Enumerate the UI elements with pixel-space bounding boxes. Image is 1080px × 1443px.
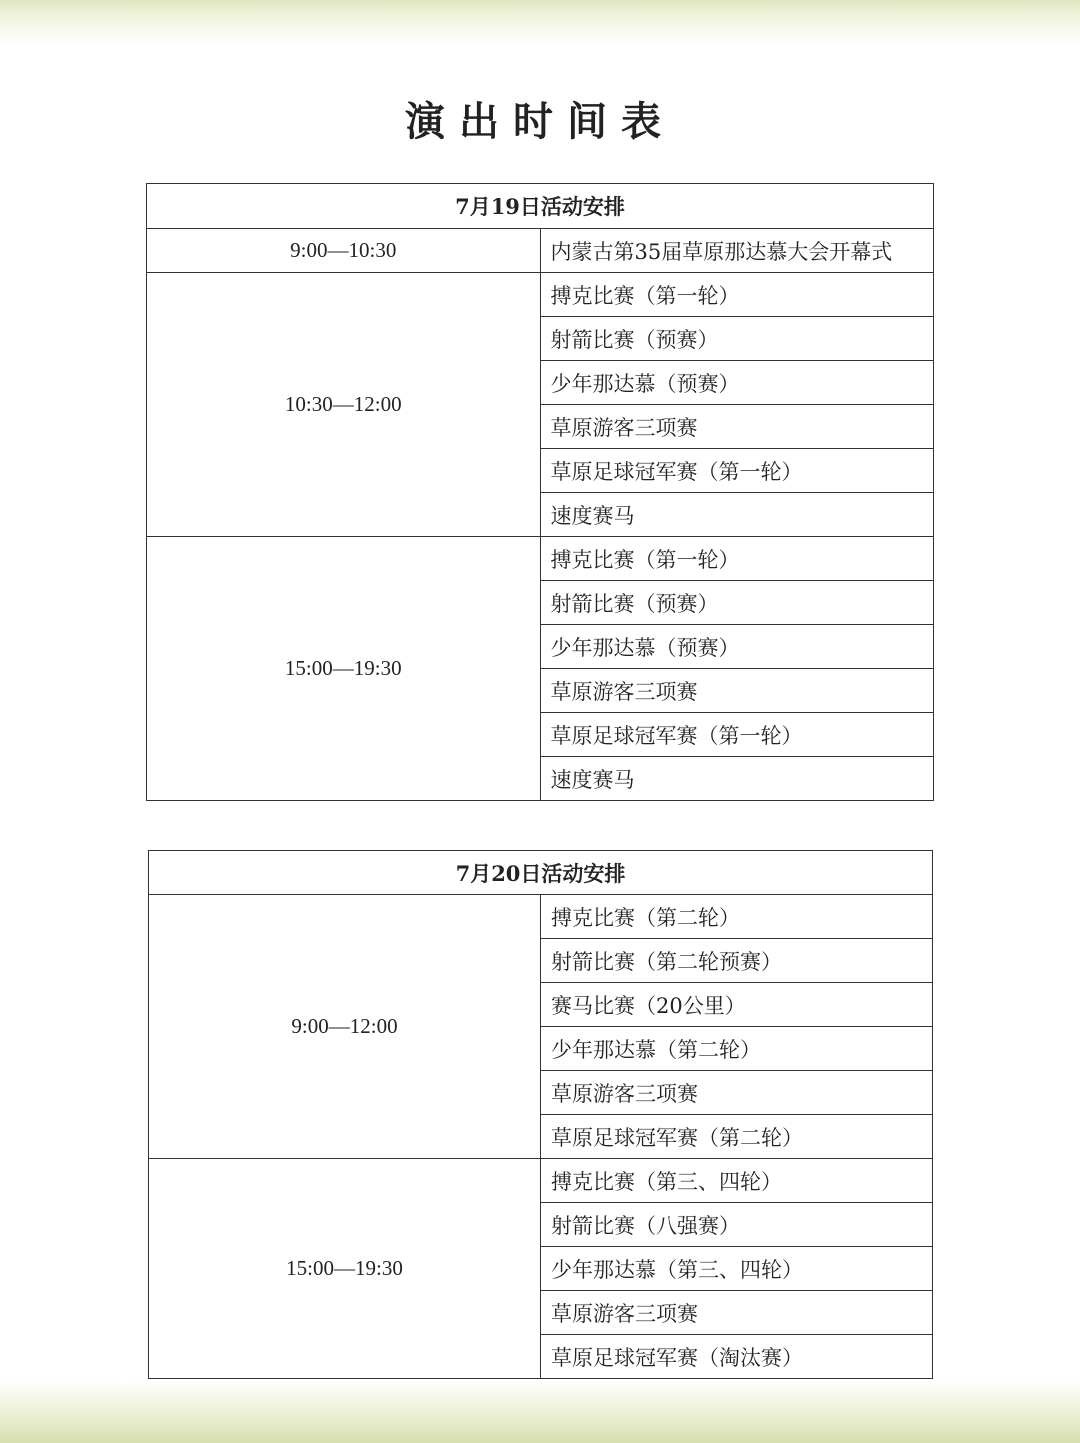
event-cell: 内蒙古第35届草原那达慕大会开幕式 xyxy=(540,229,934,273)
schedule-table-day2 xyxy=(148,850,933,1379)
event-cell: 射箭比赛（预赛） xyxy=(540,317,934,361)
time-slot: 10:30—12:00 xyxy=(147,273,541,537)
event-cell: 少年那达慕（预赛） xyxy=(540,625,934,669)
event-cell: 速度赛马 xyxy=(540,493,934,537)
event-cell: 射箭比赛（第二轮预赛） xyxy=(541,939,933,983)
event-cell: 少年那达慕（预赛） xyxy=(540,361,934,405)
top-decor-band xyxy=(0,0,1080,48)
time-slot: 9:00—10:30 xyxy=(147,229,541,273)
event-cell: 草原足球冠军赛（第一轮） xyxy=(540,449,934,493)
event-cell: 射箭比赛（预赛） xyxy=(540,581,934,625)
event-cell: 搏克比赛（第一轮） xyxy=(540,537,934,581)
event-cell: 搏克比赛（第二轮） xyxy=(541,895,933,939)
time-slot: 15:00—19:30 xyxy=(147,537,541,801)
event-cell: 少年那达慕（第三、四轮） xyxy=(541,1247,933,1291)
event-cell: 草原足球冠军赛（第二轮） xyxy=(541,1115,933,1159)
event-cell: 草原足球冠军赛（淘汰赛） xyxy=(541,1335,933,1379)
event-cell: 射箭比赛（八强赛） xyxy=(541,1203,933,1247)
table-header: 7月20日活动安排 xyxy=(149,851,933,895)
event-cell: 速度赛马 xyxy=(540,757,934,801)
event-cell: 搏克比赛（第一轮） xyxy=(540,273,934,317)
event-cell: 赛马比赛（20公里） xyxy=(541,983,933,1027)
event-cell: 草原游客三项赛 xyxy=(541,1071,933,1115)
event-cell: 草原游客三项赛 xyxy=(540,669,934,713)
event-cell: 搏克比赛（第三、四轮） xyxy=(541,1159,933,1203)
event-cell: 草原游客三项赛 xyxy=(540,405,934,449)
page-title: 演出时间表 xyxy=(405,98,675,145)
event-cell: 少年那达慕（第二轮） xyxy=(541,1027,933,1071)
schedule-table-day1 xyxy=(146,183,934,801)
time-slot: 15:00—19:30 xyxy=(149,1159,541,1379)
event-cell: 草原足球冠军赛（第一轮） xyxy=(540,713,934,757)
event-cell: 草原游客三项赛 xyxy=(541,1291,933,1335)
table-header: 7月19日活动安排 xyxy=(147,184,934,229)
time-slot: 9:00—12:00 xyxy=(149,895,541,1159)
bottom-decor-band xyxy=(0,1381,1080,1443)
